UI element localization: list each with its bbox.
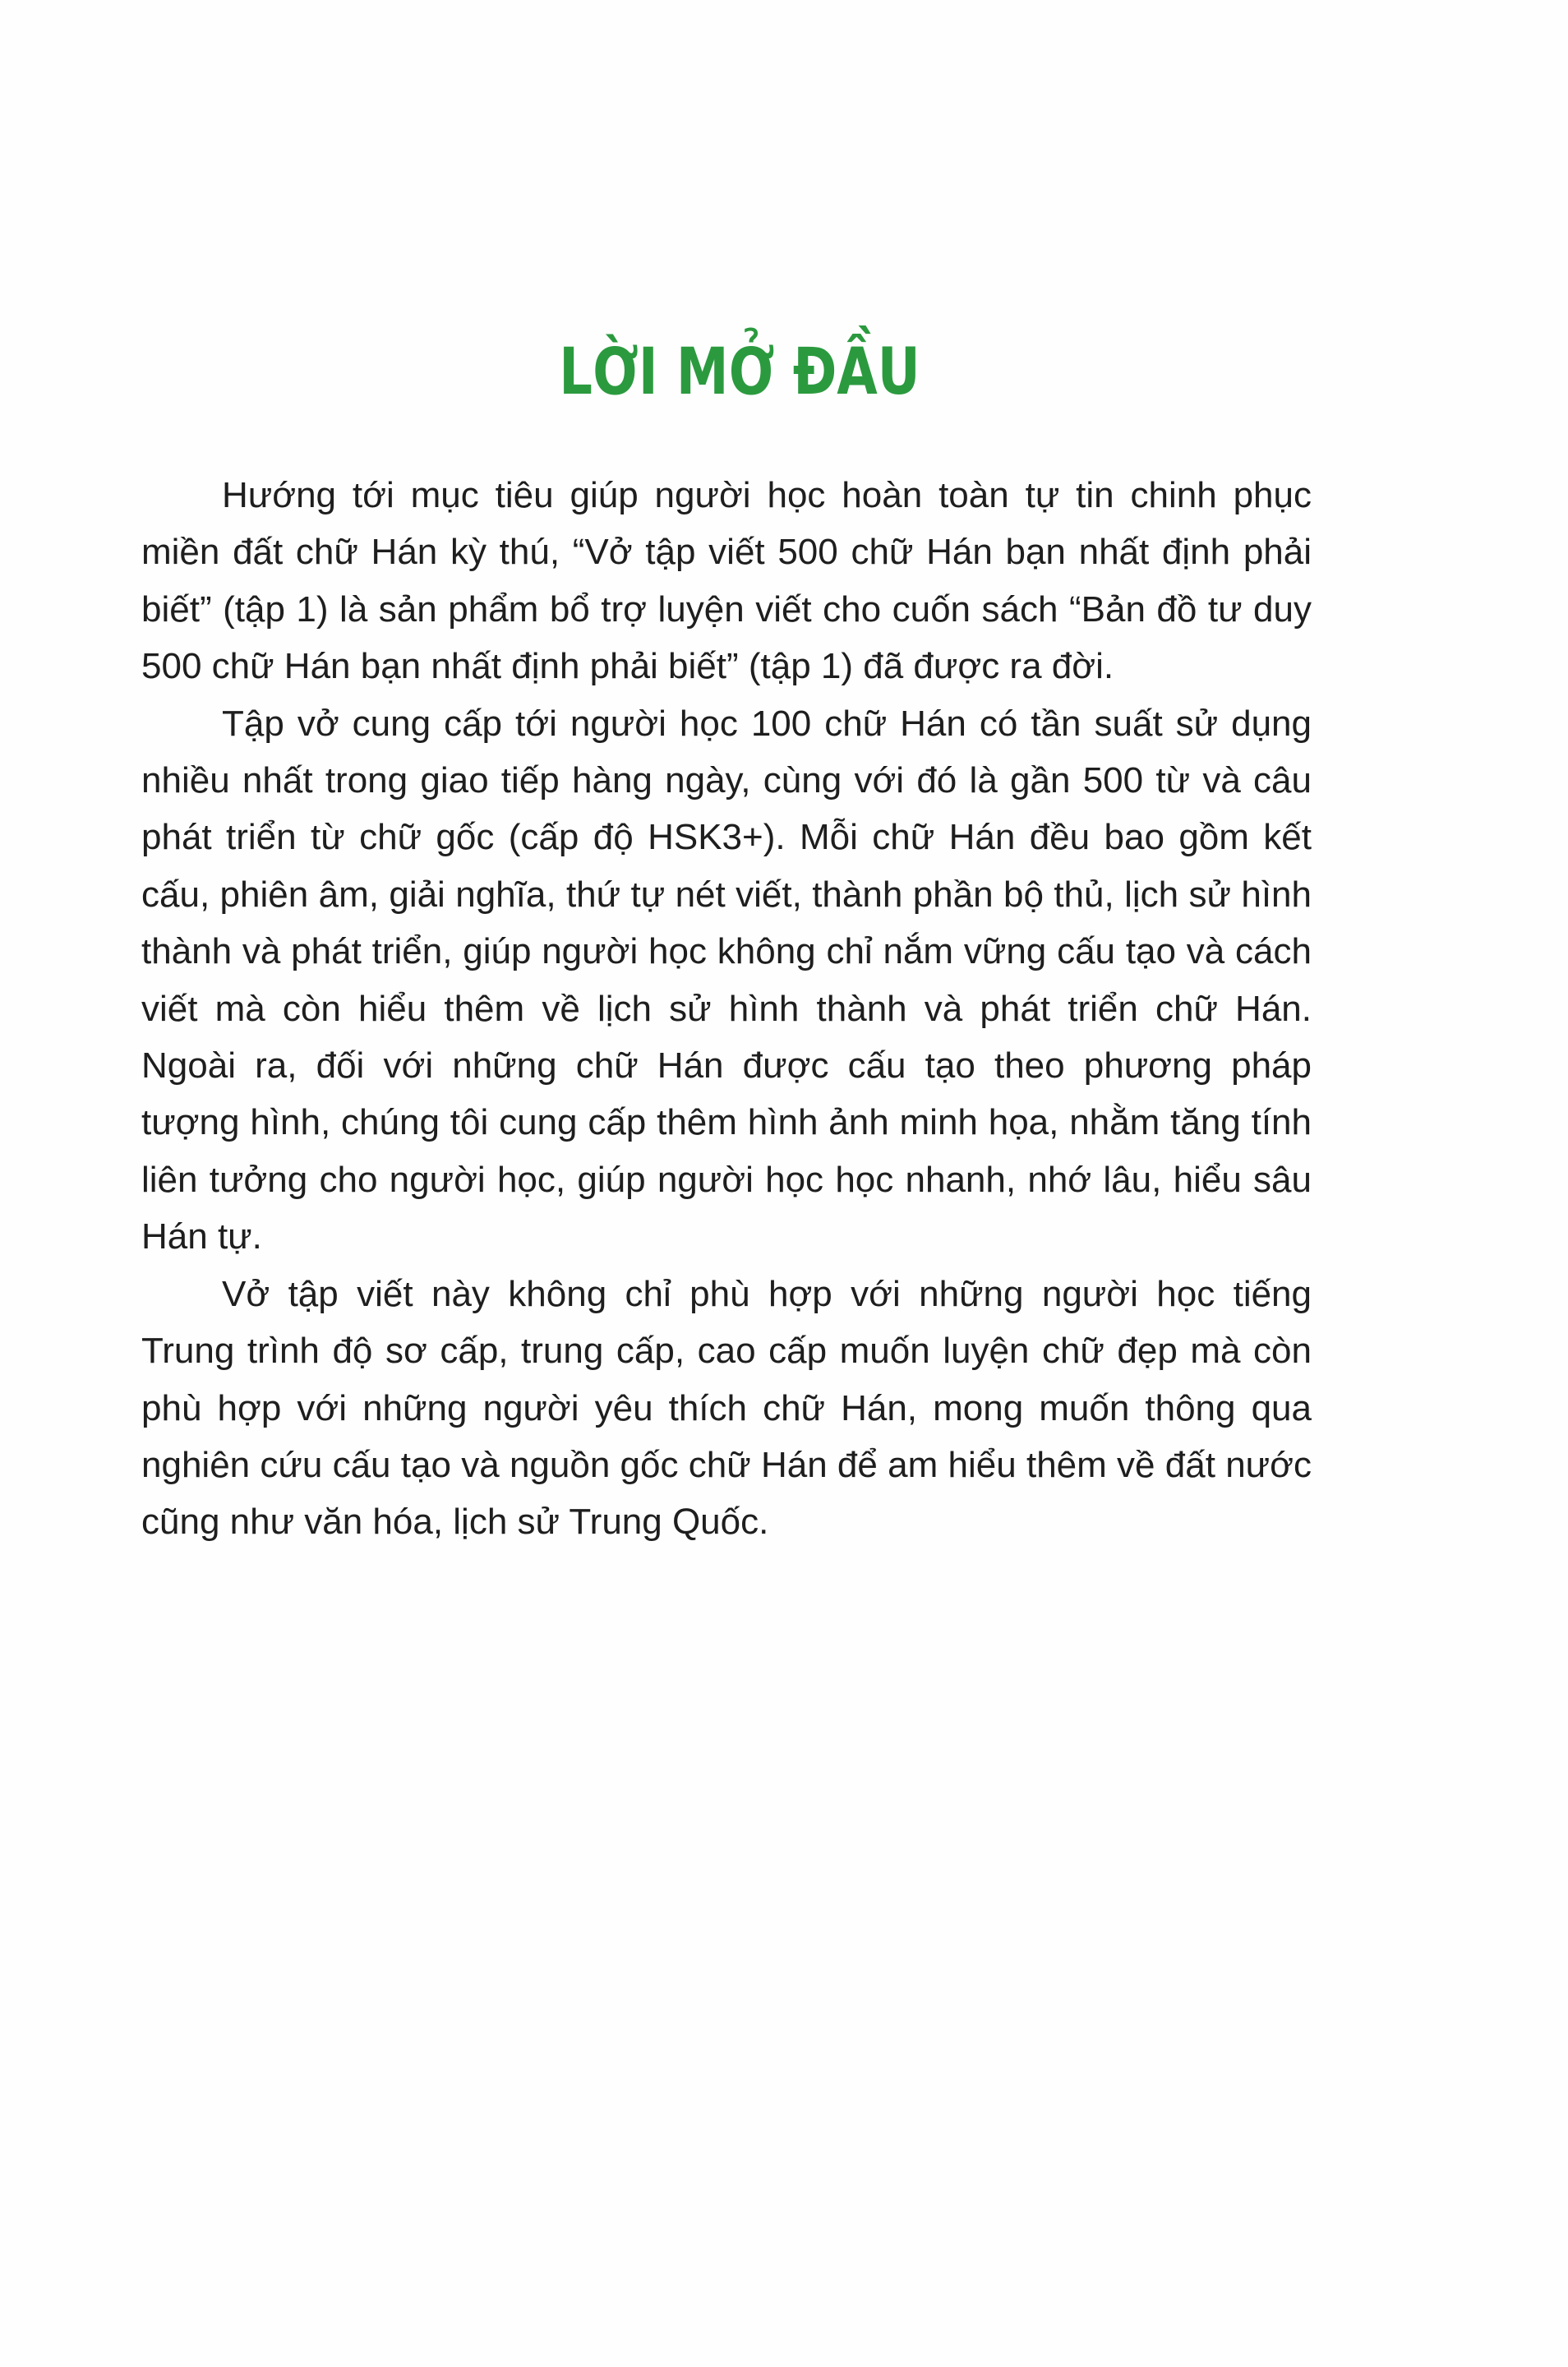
- paragraph-2: Tập vở cung cấp tới người học 100 chữ Hán có tần suất sử dụng nhiều nhất trong giao tiếp hàng ngày, cùng với đó là gần 500 từ và câu phát triển từ chữ gốc (cấp độ HSK3+). Mỗi chữ Hán đều bao gồm kết cấu, phiên âm, giải nghĩa, thứ tự nét viết, thành phần bộ thủ, lịch sử hình thành và phát triển, giúp người học không chỉ nắm vững cấu tạo và cách viết mà còn hiểu thêm về lịch sử hình thành và phát triển chữ Hán. Ngoài ra, đối với những chữ Hán được cấu tạo theo phương pháp tượng hình, chúng tôi cung cấp thêm hình ảnh minh họa, nhằm tăng tính liên tưởng cho người học, giúp người học học nhanh, nhớ lâu, hiểu sâu Hán tự.: [141, 703, 1312, 1257]
- paragraph-3: Vở tập viết này không chỉ phù hợp với những người học tiếng Trung trình độ sơ cấp, trung cấp, cao cấp muốn luyện chữ đẹp mà còn phù hợp với những người yêu thích chữ Hán, mong muốn thông qua nghiên cứu cấu tạo và nguồn gốc chữ Hán để am hiểu thêm về đất nước cũng như văn hóa, lịch sử Trung Quốc.: [141, 1273, 1312, 1543]
- paragraph-1: Hướng tới mục tiêu giúp người học hoàn toàn tự tin chinh phục miền đất chữ Hán kỳ thú, “Vở tập viết 500 chữ Hán bạn nhất định phải biết” (tập 1) là sản phẩm bổ trợ luyện viết cho cuốn sách “Bản đồ tư duy 500 chữ Hán bạn nhất định phải biết” (tập 1) đã được ra đời.: [141, 475, 1312, 687]
- page-title: LỜI MỞ ĐẦU: [559, 335, 920, 410]
- preface-body: [141, 467, 1312, 1551]
